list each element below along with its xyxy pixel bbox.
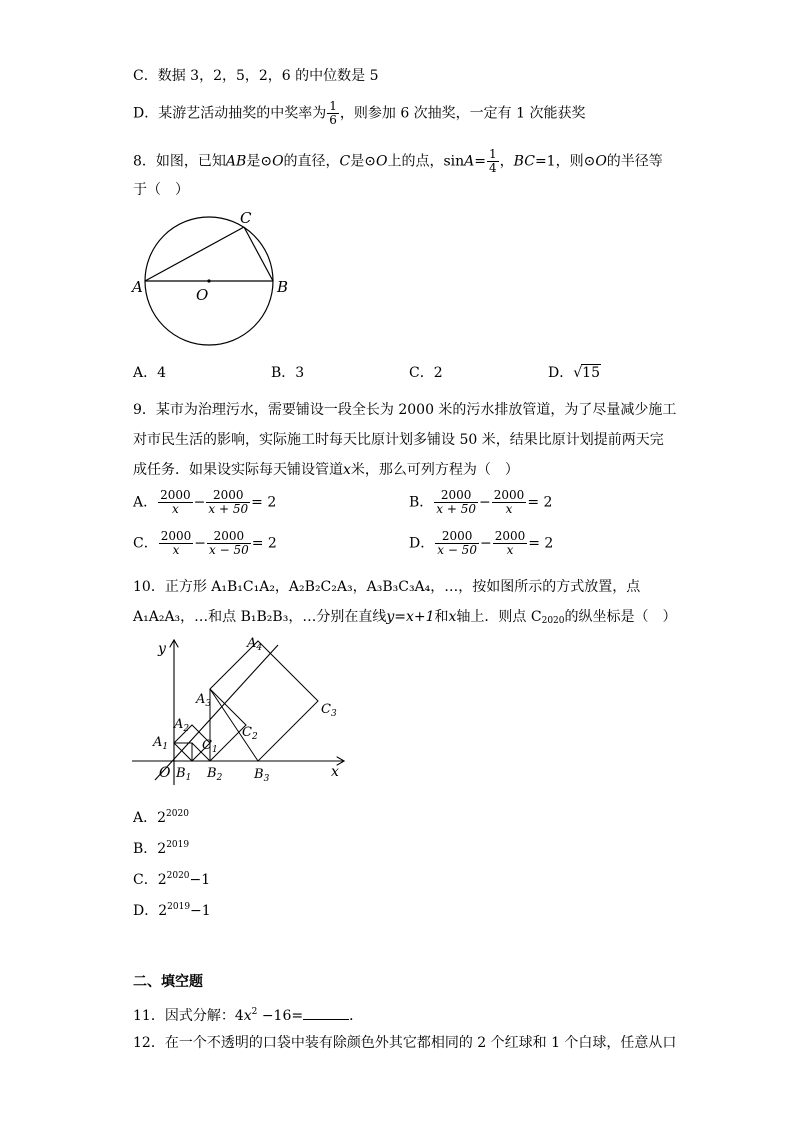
label-o: O (159, 765, 171, 781)
q8-fraction: $\frac{1}{4}$ (489, 147, 497, 175)
label-c1: $C_1$ (202, 738, 218, 755)
label-b2: $B_2$ (207, 766, 223, 783)
center-point (207, 279, 210, 282)
label-x: x (331, 764, 339, 780)
label-c3: $C_3$ (321, 702, 337, 719)
q7-option-d (133, 100, 586, 127)
q9-stem-line1: 9．某市为治理污水，需要铺设一段全长为 2000 米的污水排放管道，为了尽量减少施工 (133, 402, 677, 418)
q7-fraction: $\frac{1}{6}$ (329, 99, 337, 127)
q9-option-b: B． $\frac{2000}{x + 50}$ − $\frac{2000}{x}$ = 2 (409, 488, 553, 516)
q7-option-d-tail: ，则参加 6 次抽奖，一定有 1 次能获奖 (339, 105, 586, 122)
q8-circle-figure (128, 205, 298, 355)
q8-option-b: B．3 (271, 365, 305, 381)
q10-option-d: D．$2^{2019}-1$ (133, 902, 211, 919)
q9-option-d: D． $\frac{2000}{x - 50}$ − $\frac{2000}{x}$ = 2 (409, 529, 554, 557)
label-a3: $A_3$ (196, 692, 212, 709)
label-b3: $B_3$ (254, 767, 270, 784)
q8-option-d: D．√15 (548, 365, 600, 381)
label-a1: $A_1$ (153, 735, 169, 752)
square-3 (210, 641, 318, 761)
q10-option-b: B．$2^{2019}$ (133, 840, 190, 857)
q10-option-c: C．$2^{2020}-1$ (133, 871, 211, 888)
q9-option-c: C． $\frac{2000}{x}$ − $\frac{2000}{x - 50}$ = 2 (133, 529, 277, 557)
q9-option-a: A． $\frac{2000}{x}$ − $\frac{2000}{x + 50}$ = 2 (133, 488, 277, 516)
q11-answer-blank[interactable] (303, 1005, 349, 1020)
q10-stem-line2: A₁A₂A₃，…和点 B₁B₂B₃，…分别在直线y=x+1和x轴上．则点 $C_{2020}$的纵坐标是（ ） (133, 609, 677, 626)
q11-stem: 11．因式分解：$4x^2 -16=$ ． (133, 1007, 364, 1024)
q9-stem-line3: 成任务．如果设实际每天铺设管道x米，那么可列方程为（ ） (133, 462, 519, 478)
label-c: C (240, 209, 252, 227)
q10-option-a: A．$2^{2020}$ (133, 809, 189, 826)
section-title: 二、填空题 (133, 974, 203, 990)
label-a: A (132, 278, 143, 296)
label-o: O (196, 286, 209, 304)
q7-option-d-text: D．某游艺活动抽奖的中奖率为 (133, 105, 327, 122)
chord-ac (145, 227, 244, 281)
q8-stem-line1: 8．如图，已知AB是⊙O的直径，C是⊙O上的点，sinA= $\frac{1}{4}$ ，BC=1，则⊙O的半径等 (133, 147, 663, 175)
chord-bc (244, 227, 273, 281)
q8-stem-line2: 于（ ） (133, 182, 189, 198)
label-b: B (277, 278, 289, 296)
label-c2: $C_2$ (242, 725, 258, 742)
q8-option-c: C．2 (409, 365, 443, 381)
label-a2: $A_2$ (174, 717, 190, 734)
q10-squares-figure (128, 635, 353, 790)
q10-stem-line1: 10．正方形 A₁B₁C₁A₂，A₂B₂C₂A₃，A₃B₃C₃A₄，…，按如图所示的方式放置，点 (133, 579, 641, 595)
q12-stem-line1: 12．在一个不透明的口袋中装有除颜色外其它都相同的 2 个红球和 1 个白球，任意从口 (133, 1035, 677, 1051)
q8-option-a: A．4 (133, 365, 167, 381)
label-a4: $A_4$ (247, 636, 263, 653)
label-b1: $B_1$ (176, 766, 192, 783)
label-y: y (158, 641, 166, 657)
q9-stem-line2: 对市民生活的影响，实际施工时每天比原计划多铺设 50 米，结果比原计划提前两天完 (133, 432, 664, 448)
q7-option-c: C．数据 3，2，5，2，6 的中位数是 5 (133, 68, 379, 84)
